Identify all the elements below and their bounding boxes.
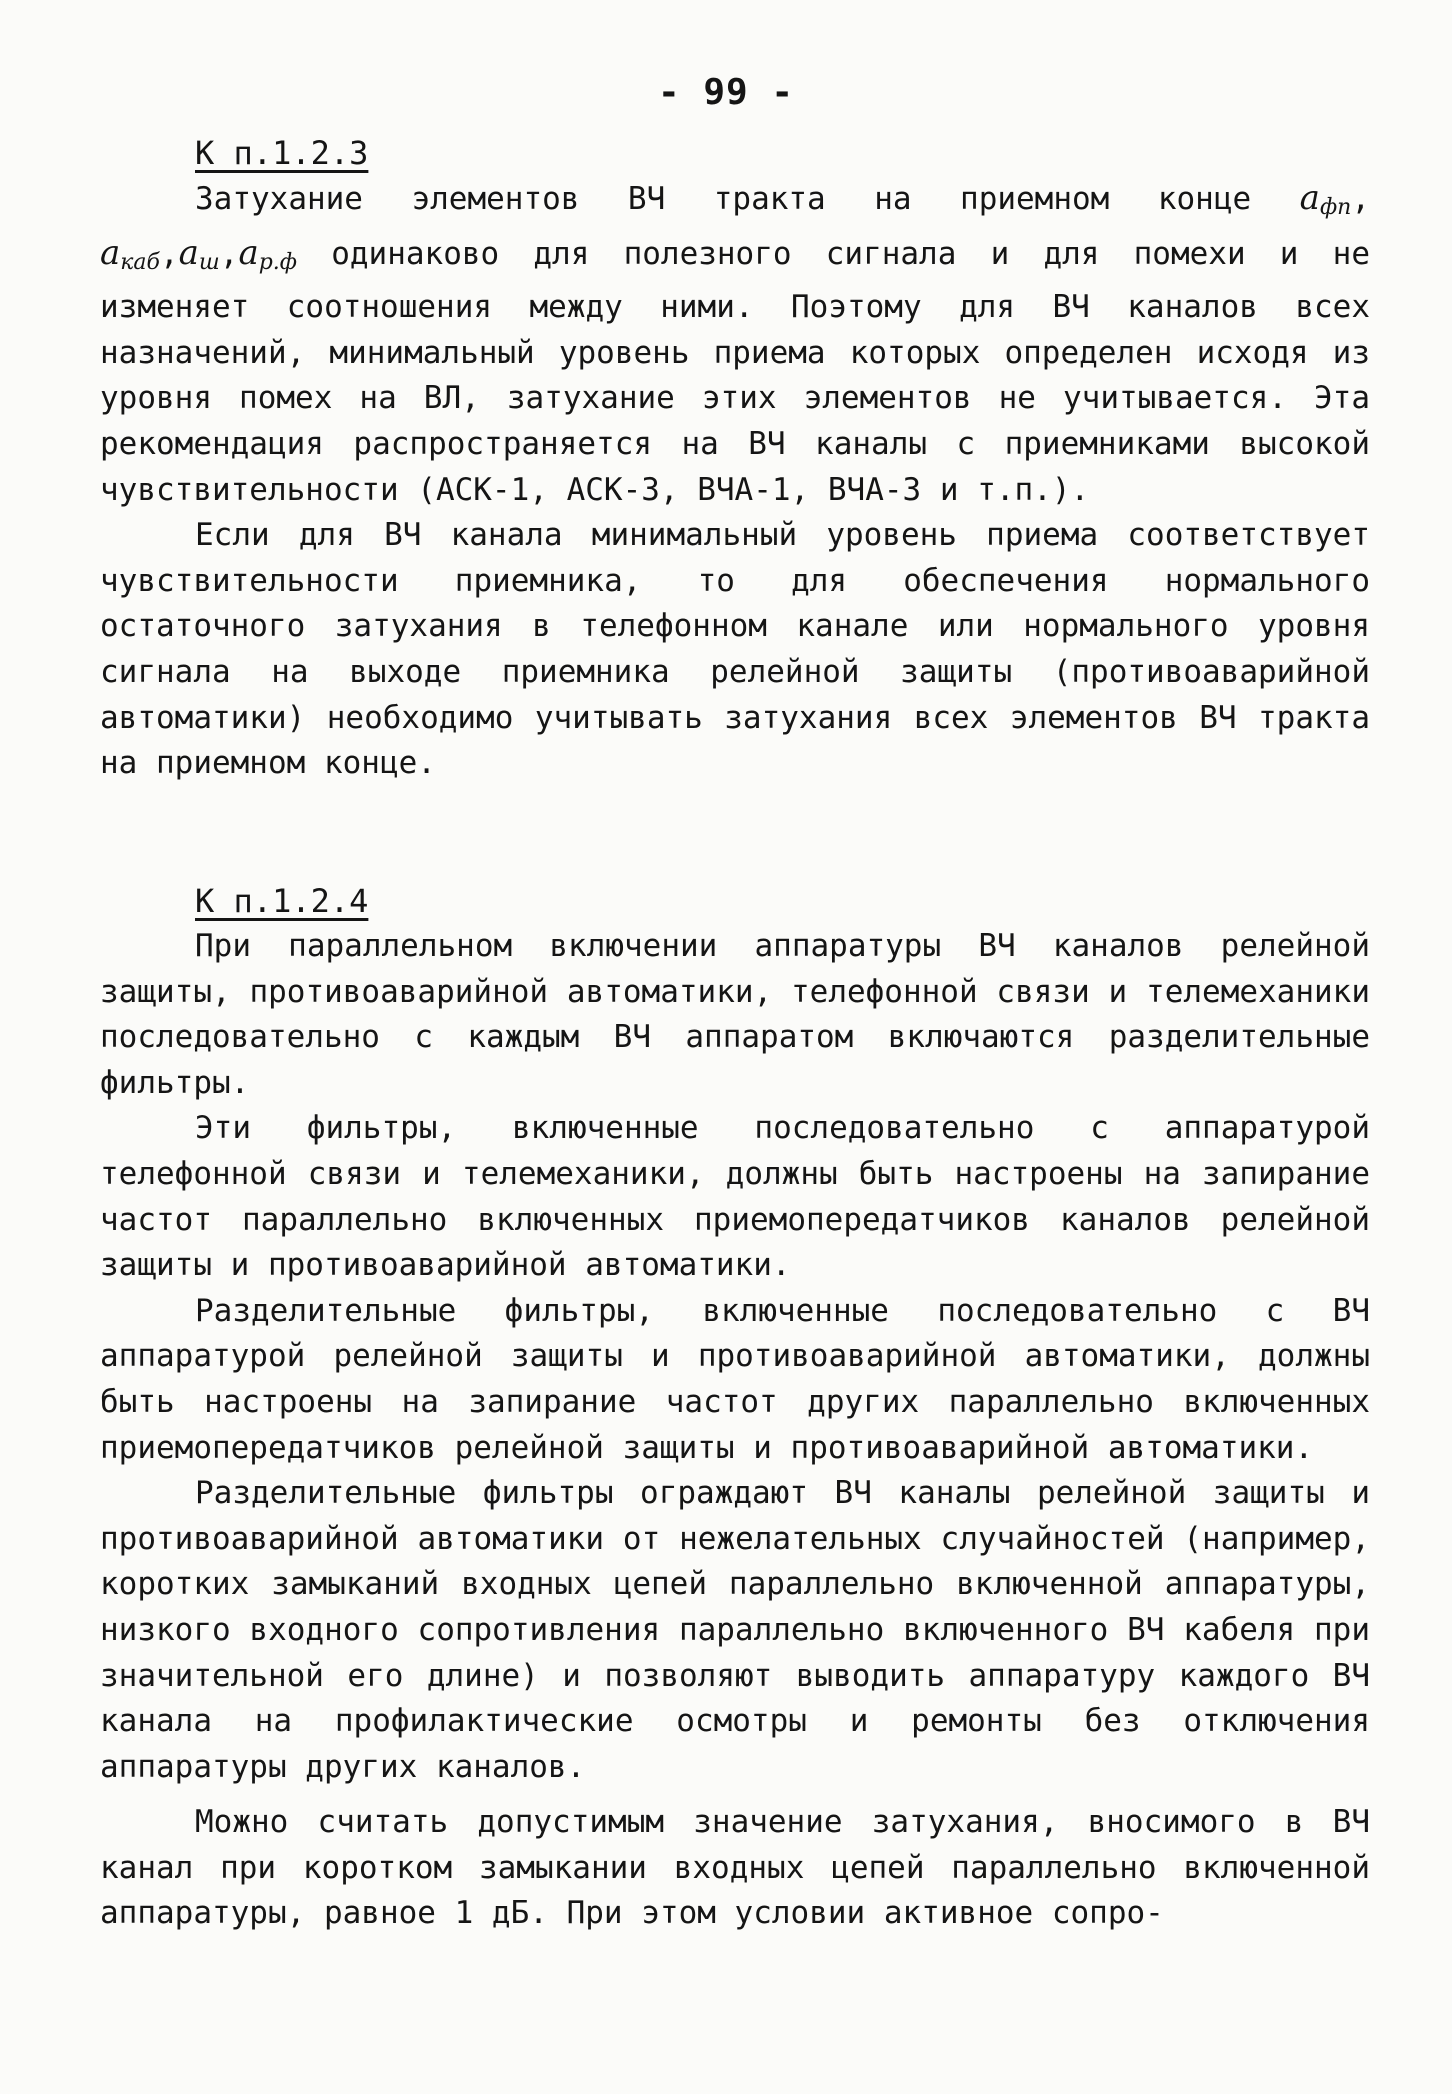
page-number: - 99 - bbox=[657, 72, 795, 113]
attenuation-symbol: $a_{р.ф}$ bbox=[238, 232, 298, 275]
paragraph: Затухание элементов ВЧ тракта на приемном конце $a_{фп}$, $a_{каб},a_ш,a_{р.ф}$ одинаково для полезного сигнала и для помехи и не изменяет соотношения между ними. Поэтому для ВЧ каналов всех назначений, минимальный уровень приема которых определен исходя из уровня помех на ВЛ, затухание этих элементов не учитывается. Эта рекомендация распространяется на ВЧ каналы с приемниками высокой чувствительности (АСК-1, АСК-3, ВЧА-1, ВЧА-3 и т.п.). bbox=[100, 178, 1370, 508]
section-heading: К п.1.2.4 bbox=[195, 882, 369, 920]
paragraph: Можно считать допустимым значение затухания, вносимого в ВЧ канал при коротком замыкании входных цепей параллельно включенной аппаратуры, равное 1 дБ. При этом условии активное сопро- bbox=[100, 1804, 1370, 1932]
paragraph: При параллельном включении аппаратуры ВЧ каналов релейной защиты, противоаварийной автоматики, телефонной связи и телемеханики последовательно с каждым ВЧ аппаратом включаются разделительные фильтры. bbox=[100, 928, 1370, 1101]
attenuation-symbol: $a_{каб}$ bbox=[100, 232, 160, 275]
paragraph: Эти фильтры, включенные последовательно с аппаратурой телефонной связи и телемеханики, должны быть настроены на запирание частот параллельно включенных приемопередатчиков каналов релейной защиты и противоаварийной автоматики. bbox=[100, 1110, 1370, 1284]
attenuation-symbol: $a_ш$ bbox=[178, 232, 220, 275]
paragraph-text: одинаково для полезного сигнала и для помехи и не изменяет соотношения между ними. Поэтому для ВЧ каналов всех назначений, минимальный уровень приема которых определен исходя из уровня помех на ВЛ, затухание этих элементов не учитывается. Эта рекомендация распространяется на ВЧ каналы с приемниками высокой чувствительности (АСК-1, АСК-3, ВЧА-1, ВЧА-3 и т.п.). bbox=[100, 235, 1370, 508]
section-1-2-3 bbox=[100, 134, 1370, 787]
paragraph: Разделительные фильтры ограждают ВЧ каналы релейной защиты и противоаварийной автоматики от нежелательных случайностей (например, коротких замыканий входных цепей параллельно включенной аппаратуры, низкого входного сопротивления параллельно включенного ВЧ кабеля при значительной его длине) и позволяют выводить аппаратуру каждого ВЧ канала на профилактические осмотры и ремонты без отключения аппаратуры других каналов. bbox=[100, 1475, 1370, 1785]
section-heading: К п.1.2.3 bbox=[195, 134, 369, 172]
section-1-2-4 bbox=[100, 882, 1370, 1937]
paragraph: Разделительные фильтры, включенные последовательно с ВЧ аппаратурой релейной защиты и противоаварийной автоматики, должны быть настроены на запирание частот других параллельно включенных приемопередатчиков релейной защиты и противоаварийной автоматики. bbox=[100, 1292, 1370, 1466]
paragraph-text: Затухание элементов ВЧ тракта на приемном конце bbox=[195, 181, 1252, 217]
attenuation-symbol: $a_{фп}$ bbox=[1299, 178, 1352, 220]
paragraph: Если для ВЧ канала минимальный уровень приема соответствует чувствительности приемника, то для обеспечения нормального остаточного затухания в телефонном канале или нормального уровня сигнала на выходе приемника релейной защиты (противоаварийной автоматики) необходимо учитывать затухания всех элементов ВЧ тракта на приемном конце. bbox=[100, 517, 1370, 782]
